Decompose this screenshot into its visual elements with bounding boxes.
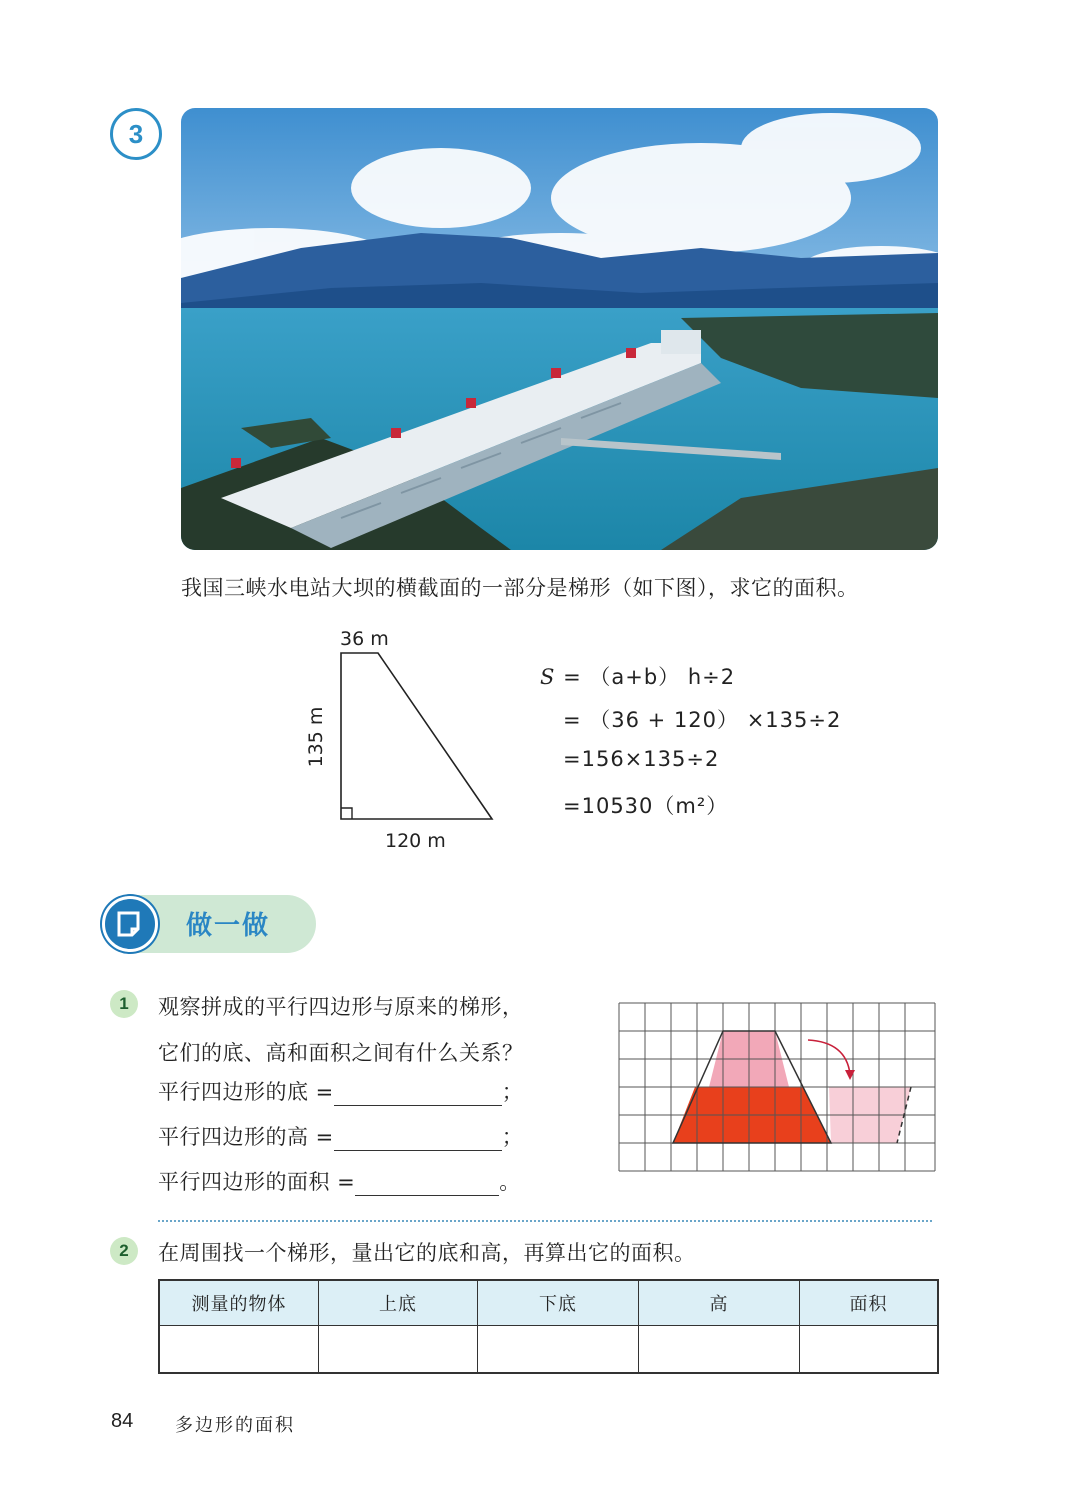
example-number: 3 (110, 108, 162, 160)
problem-statement: 我国三峡水电站大坝的横截面的一部分是梯形（如下图），求它的面积。 (181, 576, 859, 600)
parallelogram-base-row (158, 1076, 523, 1106)
header-area: 面积 (800, 1280, 939, 1326)
semicolon: ； (501, 1125, 524, 1149)
formula-line-3: =156×135÷2 (563, 747, 720, 771)
formula-line-1 (540, 661, 735, 691)
formula-line-4: =10530（m²） (563, 794, 729, 818)
table-row (159, 1326, 938, 1374)
header-top-base: 上底 (319, 1280, 478, 1326)
question-2-text: 在周围找一个梯形，量出它的底和高，再算出它的面积。 (158, 1241, 696, 1265)
parallelogram-height-label: 平行四边形的高 = (158, 1125, 334, 1149)
parallelogram-area-blank[interactable] (355, 1173, 499, 1196)
measurement-table (158, 1279, 939, 1374)
header-height: 高 (639, 1280, 800, 1326)
cell-object[interactable] (159, 1326, 319, 1374)
cell-bottom-base[interactable] (478, 1326, 639, 1374)
parallelogram-height-blank[interactable] (334, 1128, 502, 1151)
dam-photo (181, 108, 938, 550)
question-2-badge: 2 (110, 1237, 138, 1265)
exercise-icon (102, 896, 158, 952)
question-1-line-1: 观察拼成的平行四边形与原来的梯形， (158, 995, 524, 1019)
chapter-title: 多边形的面积 (175, 1415, 295, 1436)
trapezoid-figure (300, 625, 520, 855)
formula-area-symbol: S (540, 665, 556, 689)
parallelogram-base-blank[interactable] (334, 1083, 502, 1106)
table-header-row (159, 1280, 938, 1326)
header-bottom-base: 下底 (478, 1280, 639, 1326)
trapezoid-height-label: 135 m (305, 706, 327, 768)
parallelogram-base-label: 平行四边形的底 = (158, 1080, 334, 1104)
parallelogram-area-row (158, 1166, 521, 1196)
question-1-line-2: 它们的底、高和面积之间有什么关系？ (158, 1041, 524, 1065)
cell-area[interactable] (800, 1326, 939, 1374)
formula-line-2: = （36 + 120） ×135÷2 (563, 708, 842, 732)
parallelogram-area-label: 平行四边形的面积 = (158, 1170, 356, 1194)
divider (158, 1220, 932, 1222)
cell-top-base[interactable] (319, 1326, 478, 1374)
section-title: 做一做 (186, 911, 271, 941)
trapezoid-bottom-label: 120 m (385, 830, 446, 852)
question-1-badge: 1 (110, 990, 138, 1018)
grid-diagram (618, 1002, 936, 1174)
formula-line-1-rest: = （a+b） h÷2 (563, 665, 736, 689)
semicolon: ； (501, 1080, 524, 1104)
cell-height[interactable] (639, 1326, 800, 1374)
parallelogram-height-row (158, 1121, 523, 1151)
page-number: 84 (111, 1410, 134, 1432)
trapezoid-top-label: 36 m (340, 628, 389, 650)
period: 。 (499, 1170, 521, 1194)
header-object: 测量的物体 (159, 1280, 319, 1326)
